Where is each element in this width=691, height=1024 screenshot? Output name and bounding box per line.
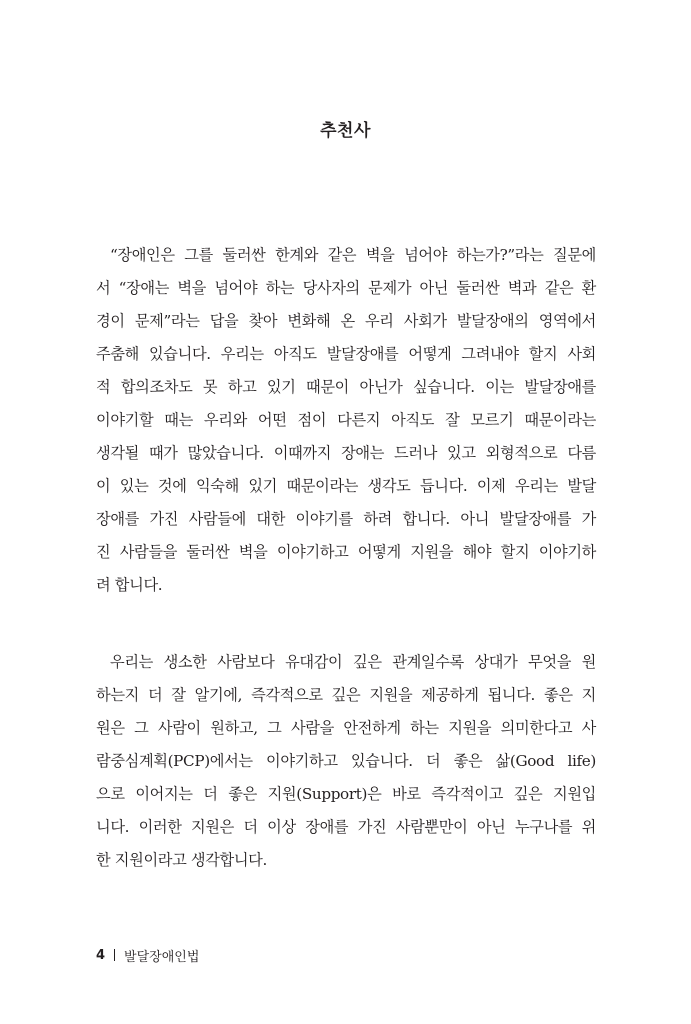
text-line: 적 합의조차도 못 하고 있기 때문이 아닌가 싶습니다. 이는 발달장애를: [96, 378, 596, 396]
text-line: 진 사람들을 둘러싼 벽을 이야기하고 어떻게 지원을 해야 할지 이야기하: [96, 543, 596, 561]
text-line: 으로 이어지는 더 좋은 지원(Support)은 바로 즉각적이고 깊은 지원입: [96, 785, 596, 803]
text-line: 람중심계획(PCP)에서는 이야기하고 있습니다. 더 좋은 삶(Good life): [96, 752, 596, 770]
paragraph-2: [96, 646, 596, 877]
paragraph-1: [96, 239, 596, 602]
text-line: 한 지원이라고 생각합니다.: [96, 851, 267, 869]
footer-divider: [114, 949, 115, 961]
book-title: 발달장애인법: [124, 949, 200, 965]
text-line: 원은 그 사람이 원하고, 그 사람을 안전하게 하는 지원을 의미한다고 사: [96, 719, 596, 737]
text-line: 이야기할 때는 우리와 어떤 점이 다른지 아직도 잘 모르기 때문이라는: [96, 411, 596, 429]
text-line: 주춤해 있습니다. 우리는 아직도 발달장애를 어떻게 그려내야 할지 사회: [96, 345, 596, 363]
page-footer: [96, 944, 199, 966]
page-title: 추천사: [320, 121, 371, 141]
text-line: 우리는 생소한 사람보다 유대감이 깊은 관계일수록 상대가 무엇을 원: [110, 653, 596, 671]
text-line: 경이 문제”라는 답을 찾아 변화해 온 우리 사회가 발달장애의 영역에서: [96, 312, 596, 330]
text-line: “장애인은 그를 둘러싼 한계와 같은 벽을 넘어야 하는가?”라는 질문에: [110, 246, 596, 264]
page-number: 4: [96, 947, 106, 963]
text-line: 장애를 가진 사람들에 대한 이야기를 하려 합니다. 아니 발달장애를 가: [96, 510, 596, 528]
text-line: 생각될 때가 많았습니다. 이때까지 장애는 드러나 있고 외형적으로 다름: [96, 444, 596, 462]
text-line: 하는지 더 잘 알기에, 즉각적으로 깊은 지원을 제공하게 됩니다. 좋은 지: [96, 686, 596, 704]
text-line: 이 있는 것에 익숙해 있기 때문이라는 생각도 듭니다. 이제 우리는 발달: [96, 477, 596, 495]
text-line: 서 “장애는 벽을 넘어야 하는 당사자의 문제가 아닌 둘러싼 벽과 같은 환: [96, 279, 596, 297]
text-line: 려 합니다.: [96, 576, 163, 594]
text-line: 니다. 이러한 지원은 더 이상 장애를 가진 사람뿐만이 아닌 누구나를 위: [96, 818, 596, 836]
